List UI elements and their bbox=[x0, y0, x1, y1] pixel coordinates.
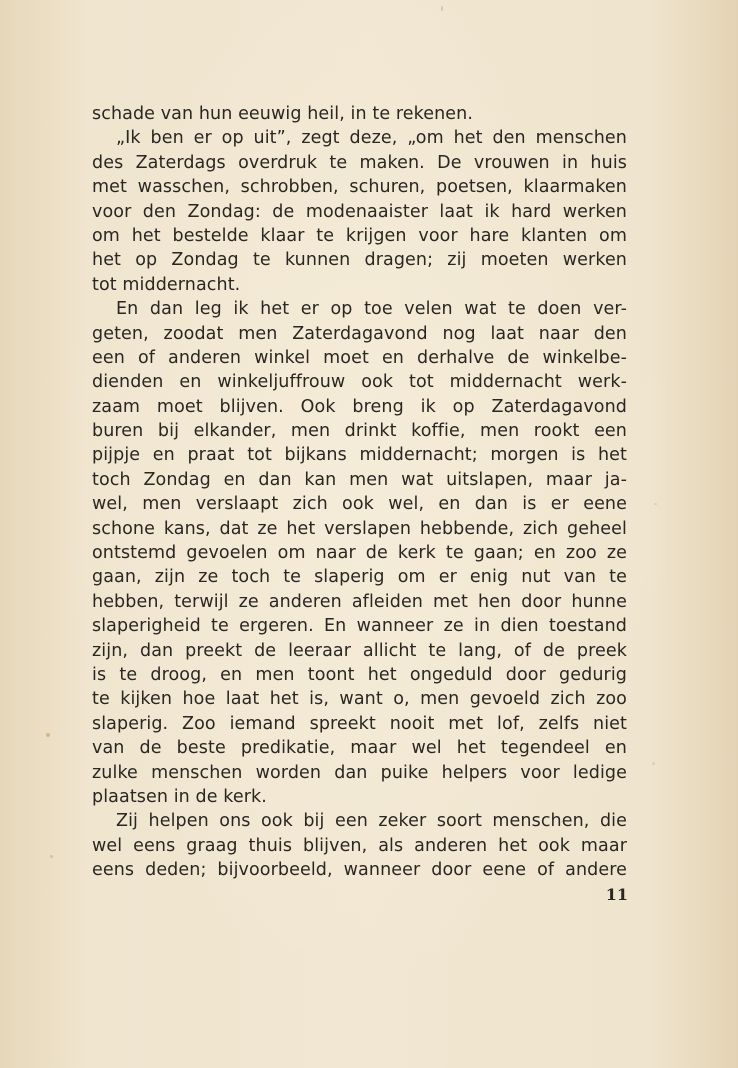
text-line: is te droog, en men toont het ongeduld door gedurig bbox=[92, 664, 627, 685]
text-line: „Ik ben er op uit”, zegt deze, „om het den menschen bbox=[116, 128, 627, 149]
text-line: slaperig. Zoo iemand spreekt nooit met lof, zelfs niet bbox=[92, 713, 627, 734]
text-line: voor den Zondag: de modenaaister laat ik hard werken bbox=[92, 201, 627, 222]
text-line: hebben, terwijl ze anderen afleiden met hen door hunne bbox=[92, 591, 627, 612]
text-line: slaperigheid te ergeren. En wanneer ze in dien toestand bbox=[92, 616, 627, 637]
body-text bbox=[92, 102, 627, 883]
paper-speck bbox=[652, 762, 655, 765]
text-line: eens deden; bijvoorbeeld, wanneer door eene of andere bbox=[92, 860, 627, 881]
text-line: zaam moet blijven. Ook breng ik op Zaterdagavond bbox=[92, 396, 627, 417]
paper-speck bbox=[50, 855, 53, 858]
text-line: geten, zoodat men Zaterdagavond nog laat naar den bbox=[92, 323, 627, 344]
text-line: buren bij elkander, men drinkt koffie, men rookt een bbox=[92, 421, 627, 442]
text-line: Zij helpen ons ook bij een zeker soort menschen, die bbox=[116, 811, 627, 832]
text-line: schone kans, dat ze het verslapen hebbende, zich geheel bbox=[92, 518, 627, 539]
text-line: om het bestelde klaar te krijgen voor hare klanten om bbox=[92, 225, 627, 246]
page-number: 11 bbox=[605, 885, 628, 904]
text-line: het op Zondag te kunnen dragen; zij moeten werken bbox=[92, 250, 627, 271]
text-line: met wasschen, schrobben, schuren, poetsen, klaarmaken bbox=[92, 177, 627, 198]
text-line: wel, men verslaapt zich ook wel, en dan is er eene bbox=[92, 494, 627, 515]
text-line: te kijken hoe laat het is, want o, men gevoeld zich zoo bbox=[92, 689, 627, 710]
paper-speck bbox=[654, 503, 657, 505]
text-line: gaan, zijn ze toch te slaperig om er enig nut van te bbox=[92, 567, 627, 588]
text-line: ontstemd gevoelen om naar de kerk te gaan; en zoo ze bbox=[92, 543, 627, 564]
text-line: dienden en winkeljuffrouw ook tot middernacht werk- bbox=[92, 372, 627, 393]
text-line: zulke menschen worden dan puike helpers voor ledige bbox=[92, 762, 627, 783]
text-line: En dan leg ik het er op toe velen wat te doen ver- bbox=[116, 299, 627, 320]
text-line: plaatsen in de kerk. bbox=[92, 786, 267, 807]
text-line: toch Zondag en dan kan men wat uitslapen, maar ja- bbox=[92, 469, 627, 490]
text-line: van de beste predikatie, maar wel het tegendeel en bbox=[92, 738, 627, 759]
text-line: des Zaterdags overdruk te maken. De vrouwen in huis bbox=[92, 152, 627, 173]
text-line: zijn, dan preekt de leeraar allicht te lang, of de preek bbox=[92, 640, 627, 661]
text-line: een of anderen winkel moet en derhalve de winkelbe- bbox=[92, 347, 627, 368]
paper-speck bbox=[46, 733, 50, 737]
text-line: pijpje en praat tot bijkans middernacht; morgen is het bbox=[92, 445, 627, 466]
text-line: schade van hun eeuwig heil, in te rekenen. bbox=[92, 104, 474, 124]
text-line: wel eens graag thuis blijven, als anderen het ook maar bbox=[92, 835, 627, 856]
text-line: tot middernacht. bbox=[92, 274, 241, 295]
paper-speck bbox=[441, 6, 443, 11]
